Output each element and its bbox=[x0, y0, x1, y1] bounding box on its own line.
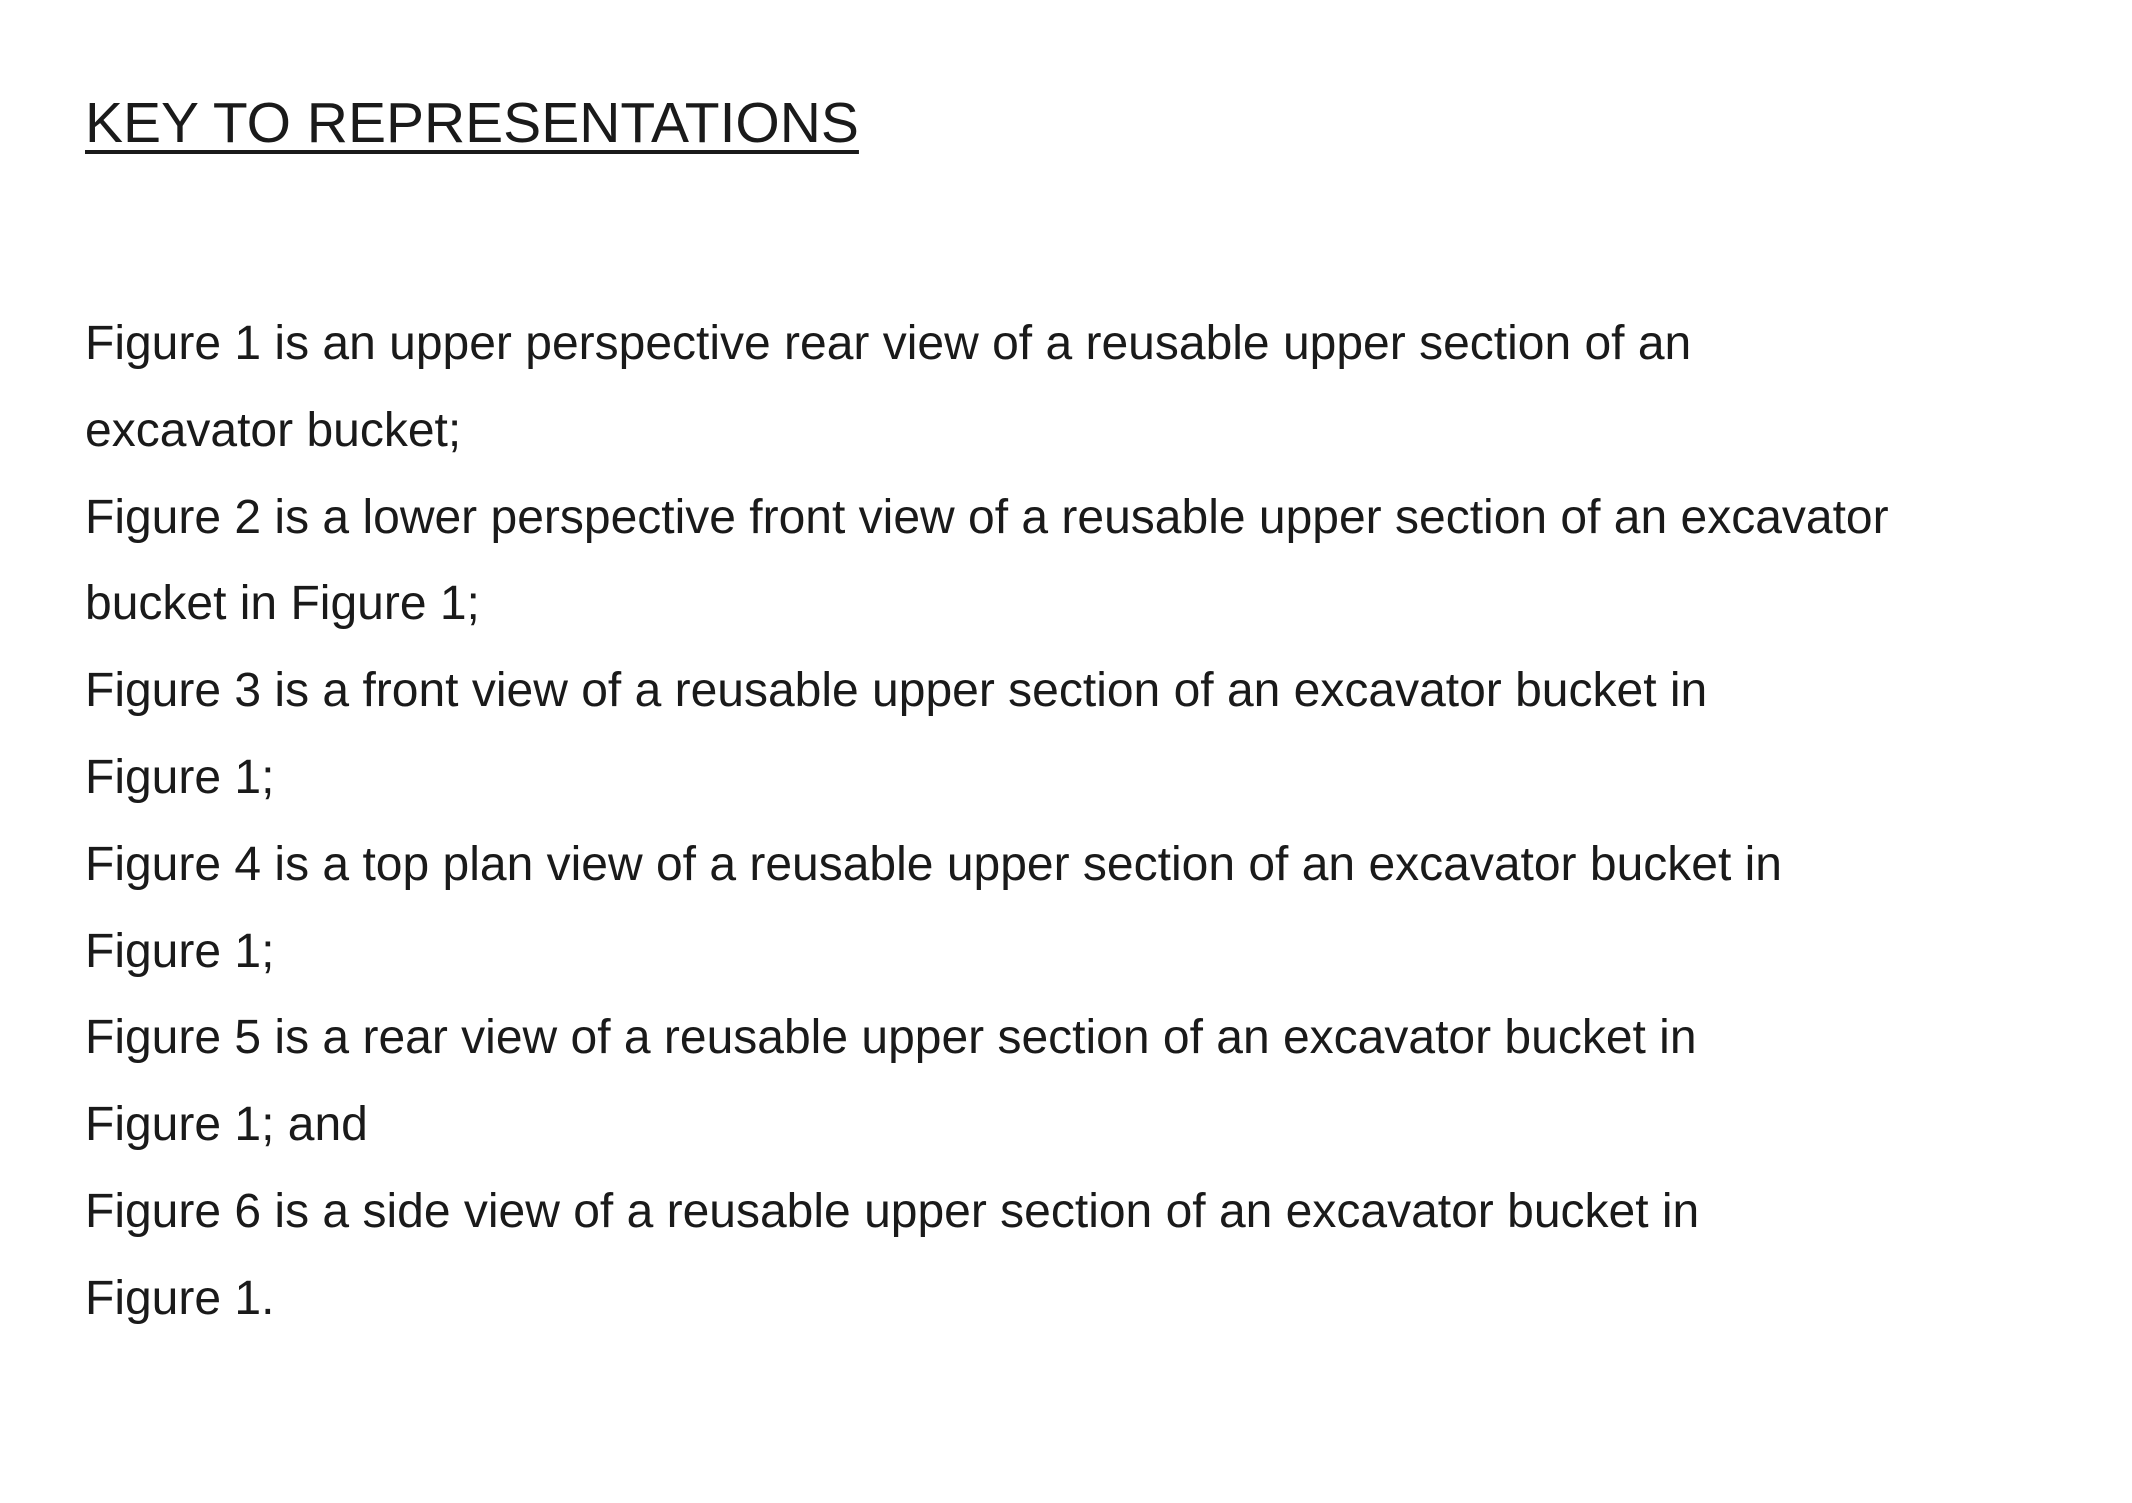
figure-key-text: Figure 2 is a lower perspective front view of a reusable upper section of an excavator bbox=[85, 490, 1889, 544]
figure-key-text: excavator bucket; bbox=[85, 403, 462, 457]
figure-key-text: Figure 1 is an upper perspective rear view of a reusable upper section of an bbox=[85, 317, 1692, 370]
figure-key-item-3 bbox=[85, 648, 2075, 822]
figure-key-text: Figure 6 is a side view of a reusable upper section of an excavator bucket in bbox=[85, 1184, 1700, 1238]
figure-key-item-5 bbox=[85, 995, 2075, 1169]
figure-key-text: Figure 1; bbox=[85, 924, 275, 978]
figure-key-list bbox=[85, 301, 2075, 1343]
figure-key-item-2 bbox=[85, 475, 2075, 649]
figure-key-text: Figure 1. bbox=[85, 1271, 275, 1325]
figure-key-text: bucket in Figure 1; bbox=[85, 577, 480, 631]
figure-key-text: Figure 5 is a rear view of a reusable upper section of an excavator bucket in bbox=[85, 1011, 1697, 1065]
figure-key-item-4 bbox=[85, 822, 2075, 996]
page-title: KEY TO REPRESENTATIONS bbox=[85, 91, 859, 155]
figure-key-text: Figure 4 is a top plan view of a reusable upper section of an excavator bucket in bbox=[85, 837, 1782, 891]
figure-key-item-1 bbox=[85, 301, 2075, 475]
figure-key-text: Figure 1; bbox=[85, 750, 275, 804]
figure-key-text: Figure 3 is a front view of a reusable upper section of an excavator bucket in bbox=[85, 664, 1708, 718]
figure-key-item-6 bbox=[85, 1169, 2075, 1343]
figure-key-text: Figure 1; and bbox=[85, 1098, 368, 1152]
